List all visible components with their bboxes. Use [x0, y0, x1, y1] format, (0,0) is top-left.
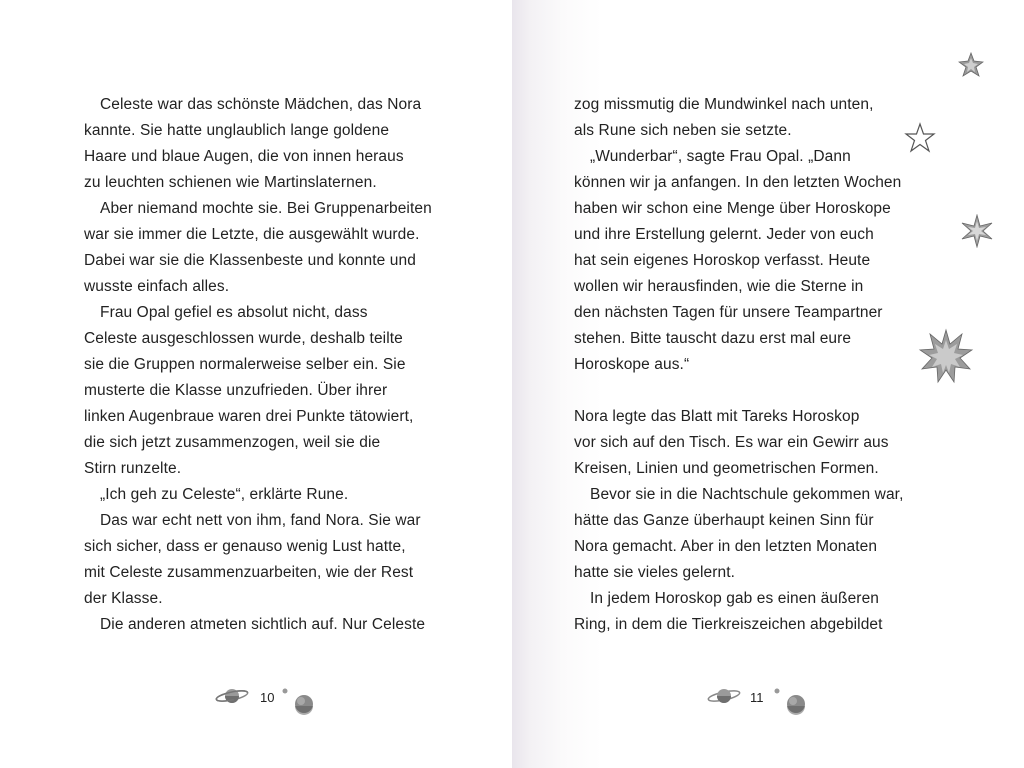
star-icon: [904, 122, 936, 154]
text-line: stehen. Bitte tauscht dazu erst mal eure: [574, 330, 852, 347]
text-line: der Klasse.: [84, 590, 163, 607]
text-line: Haare und blaue Augen, die von innen heraus: [84, 148, 404, 165]
text-line: zog missmutig die Mundwinkel nach unten,: [574, 96, 874, 113]
text-line: können wir ja anfangen. In den letzten Wochen: [574, 174, 902, 191]
text-line: als Rune sich neben sie setzte.: [574, 122, 792, 139]
text-line: Kreisen, Linien und geometrischen Formen.: [574, 460, 879, 477]
text-line: mit Celeste zusammenzuarbeiten, wie der Rest: [84, 564, 414, 581]
text-line: Frau Opal gefiel es absolut nicht, dass: [100, 304, 368, 321]
text-line: Celeste ausgeschlossen wurde, deshalb teilte: [84, 330, 403, 347]
text-line: Die anderen atmeten sichtlich auf. Nur Celeste: [100, 616, 426, 633]
text-line: linken Augenbraue waren drei Punkte tätowiert,: [84, 408, 414, 425]
moon-icon: [784, 692, 808, 716]
text-line: hätte das Ganze überhaupt keinen Sinn für: [574, 512, 874, 529]
text-line: Bevor sie in die Nachtschule gekommen war,: [590, 486, 904, 503]
text-line: war sie immer die Letzte, die ausgewählt wurde.: [84, 226, 420, 243]
text-line: sich sicher, dass er genauso wenig Lust hatte,: [84, 538, 406, 555]
right-page-footer: [706, 682, 816, 712]
text-line: wollen wir herausfinden, wie die Sterne in: [574, 278, 864, 295]
text-line: Stirn runzelte.: [84, 460, 182, 477]
text-line: die sich jetzt zusammenzogen, weil sie die: [84, 434, 381, 451]
text-line: Das war echt nett von ihm, fand Nora. Sie war: [100, 512, 421, 529]
star-icon: [918, 328, 974, 384]
right-page: [512, 0, 1024, 768]
text-line: vor sich auf den Tisch. Es war ein Gewirr aus: [574, 434, 889, 451]
text-line: zu leuchten schienen wie Martinslaternen.: [84, 174, 377, 191]
text-line: hatte sie vieles gelernt.: [574, 564, 736, 581]
text-line: kannte. Sie hatte unglaublich lange goldene: [84, 122, 390, 139]
text-line: musterte die Klasse unzufrieden. Über ihrer: [84, 382, 388, 399]
text-line: Horoskope aus.“: [574, 356, 690, 373]
page-number-right: 11: [750, 690, 764, 705]
text-line: hat sein eigenes Horoskop verfasst. Heute: [574, 252, 871, 269]
text-line: Nora gemacht. Aber in den letzten Monaten: [574, 538, 878, 555]
text-line: Ring, in dem die Tierkreiszeichen abgebildet: [574, 616, 883, 633]
text-line: Celeste war das schönste Mädchen, das Nora: [100, 96, 422, 113]
text-line: „Ich geh zu Celeste“, erklärte Rune.: [100, 486, 349, 503]
text-line: und ihre Erstellung gelernt. Jeder von euch: [574, 226, 874, 243]
text-line: [574, 378, 954, 404]
star-icon: [960, 214, 994, 248]
star-icon: [280, 686, 290, 696]
star-icon: [772, 686, 782, 696]
star-icon: [958, 52, 984, 78]
text-line: wusste einfach alles.: [84, 278, 230, 295]
planet-icon: [706, 684, 746, 708]
text-line: Nora legte das Blatt mit Tareks Horoskop: [574, 408, 860, 425]
right-page-text: [574, 92, 954, 638]
text-line: den nächsten Tagen für unsere Teampartner: [574, 304, 883, 321]
text-line: sie die Gruppen normalerweise selber ein. Sie: [84, 356, 406, 373]
moon-icon: [292, 692, 316, 716]
left-page-footer: [214, 682, 324, 712]
text-line: „Wunderbar“, sagte Frau Opal. „Dann: [590, 148, 851, 165]
text-line: In jedem Horoskop gab es einen äußeren: [590, 590, 880, 607]
planet-icon: [214, 684, 254, 708]
page-number-left: 10: [260, 690, 275, 705]
text-line: Aber niemand mochte sie. Bei Gruppenarbeiten: [100, 200, 432, 217]
left-page-text: [84, 92, 464, 638]
text-line: Dabei war sie die Klassenbeste und konnte und: [84, 252, 416, 269]
text-line: haben wir schon eine Menge über Horoskope: [574, 200, 891, 217]
